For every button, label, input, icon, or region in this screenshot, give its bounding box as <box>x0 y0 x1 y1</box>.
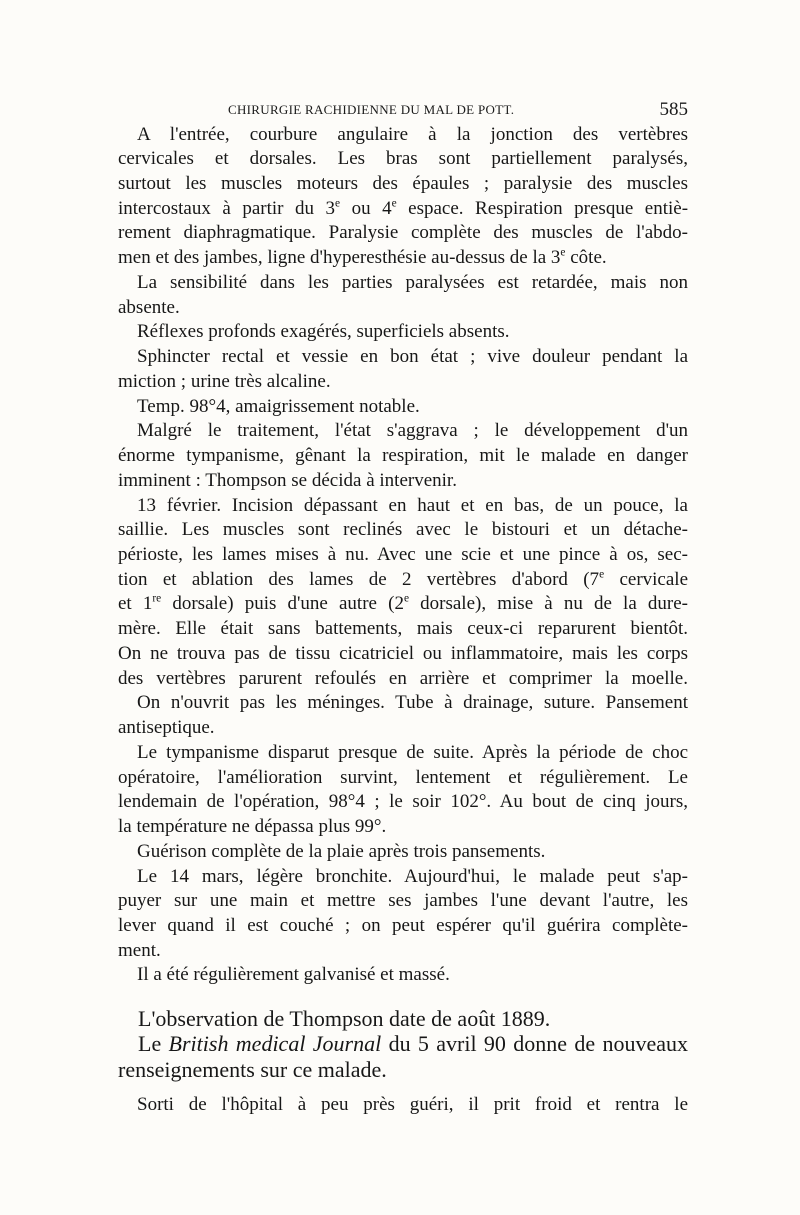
text-segment: cervicale <box>619 568 688 590</box>
text-line: imminent : Thompson se décida à intervenir. <box>118 469 457 491</box>
text-line: Guérison complète de la plaie après trois pansements. <box>137 840 546 862</box>
text-segment: dorsale) puis d'une autre (2 <box>172 593 404 615</box>
body-text <box>118 123 688 1118</box>
paragraph <box>118 840 688 865</box>
text-line: miction ; urine très alcaline. <box>118 370 331 392</box>
text-line <box>118 197 688 222</box>
text-segment: dorsale), mise à nu de la dure- <box>420 593 688 615</box>
text-line: La sensibilité dans les parties paralysées est retardée, mais non <box>137 271 688 293</box>
paragraph <box>118 741 688 840</box>
text-line: absente. <box>118 296 180 318</box>
text-segment: tion et ablation des lames de 2 vertèbres d'abord (7 <box>118 568 600 590</box>
text-line: surtout les muscles moteurs des épaules ; paralysie des muscles <box>118 172 688 194</box>
text-line <box>118 568 688 593</box>
text-segment: intercostaux à partir du 3 <box>118 197 335 219</box>
page-number: 585 <box>659 99 688 120</box>
text-line: cervicales et dorsales. Les bras sont partiellement paralysés, <box>118 148 688 170</box>
text-line: rement diaphragmatique. Paralysie complète des muscles de l'abdo- <box>118 222 688 244</box>
text-line: lendemain de l'opération, 98°4 ; le soir 102°. Au bout de cinq jours, <box>118 791 688 813</box>
text-line: A l'entrée, courbure angulaire à la jonction des vertèbres <box>137 123 688 145</box>
paragraph <box>118 691 688 740</box>
paragraph <box>118 1093 688 1118</box>
text-line <box>118 1031 688 1057</box>
text-line: mère. Elle était sans battements, mais ceux-ci reparurent bientôt. <box>118 618 688 640</box>
running-title: CHIRURGIE RACHIDIENNE DU MAL DE POTT. <box>228 102 515 117</box>
text-line: Sorti de l'hôpital à peu près guéri, il prit froid et rentra le <box>137 1094 688 1116</box>
text-line <box>118 592 688 617</box>
text-line: Temp. 98°4, amaigrissement notable. <box>137 395 420 417</box>
text-line: ment. <box>118 939 161 961</box>
text-line: des vertèbres parurent refoulés en arrière et comprimer la moelle. <box>118 667 688 689</box>
text-line: renseignements sur ce malade. <box>118 1056 387 1082</box>
superscript: e <box>560 246 566 259</box>
text-line: Il a été régulièrement galvanisé et massé. <box>137 964 450 986</box>
text-line: Réflexes profonds exagérés, superficiels absents. <box>137 321 510 343</box>
paragraph <box>118 419 688 493</box>
text-segment: côte. <box>570 247 607 269</box>
paragraph <box>118 865 688 964</box>
text-line: antiseptique. <box>118 717 215 739</box>
superscript: e <box>599 568 605 581</box>
paragraph <box>118 345 688 394</box>
paragraph <box>118 320 688 345</box>
text-line: saillie. Les muscles sont reclinés avec le bistouri et un détache- <box>118 519 688 541</box>
text-segment: Le <box>138 1031 162 1056</box>
text-segment: ou 4 <box>351 197 392 219</box>
paragraph <box>118 123 688 271</box>
journal-title: British medical Journal <box>168 1031 382 1056</box>
paragraph <box>118 271 688 320</box>
text-line: périoste, les lames mises à nu. Avec une scie et une pince à os, sec- <box>118 543 688 565</box>
text-line: 13 février. Incision dépassant en haut et en bas, de un pouce, la <box>137 494 688 516</box>
text-line <box>118 246 688 271</box>
text-line: Malgré le traitement, l'état s'aggrava ; le développement d'un <box>137 420 688 442</box>
text-line: énorme tympanisme, gênant la respiration, mit le malade en danger <box>118 445 688 467</box>
text-line: On ne trouva pas de tissu cicatriciel ou inflammatoire, mais les corps <box>118 642 688 664</box>
superscript: re <box>152 593 162 606</box>
commentary-block <box>118 1006 688 1083</box>
paragraph <box>118 494 688 692</box>
text-segment: du 5 avril 90 donne de nouveaux <box>388 1031 688 1056</box>
text-line: opératoire, l'amélioration survint, lentement et régulièrement. Le <box>118 766 688 788</box>
text-segment: men et des jambes, ligne d'hyperesthésie au-dessus de la 3 <box>118 247 561 269</box>
text-line: la température ne dépassa plus 99°. <box>118 816 387 838</box>
text-line: puyer sur une main et mettre ses jambes l'une devant l'autre, les <box>118 890 688 912</box>
text-line: Le tympanisme disparut presque de suite. Après la période de choc <box>137 741 688 763</box>
text-segment: et 1 <box>118 593 153 615</box>
text-line: L'observation de Thompson date de août 1889. <box>138 1005 551 1031</box>
text-segment: espace. Respiration presque entiè- <box>408 197 688 219</box>
superscript: e <box>391 197 397 210</box>
superscript: e <box>335 197 341 210</box>
text-line: Le 14 mars, légère bronchite. Aujourd'hui, le malade peut s'ap- <box>137 865 688 887</box>
paragraph <box>118 963 688 988</box>
paragraph <box>118 395 688 420</box>
text-line: lever quand il est couché ; on peut espérer qu'il guérira complète- <box>118 915 688 936</box>
text-line: On n'ouvrit pas les méninges. Tube à drainage, suture. Pansement <box>137 692 688 714</box>
superscript: e <box>403 593 410 606</box>
text-line: Sphincter rectal et vessie en bon état ; vive douleur pendant la <box>137 346 688 368</box>
